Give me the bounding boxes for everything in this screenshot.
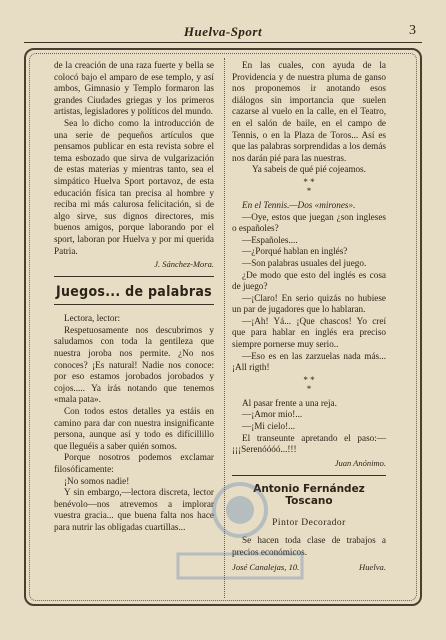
ad-role: Pintor Decorador [272, 517, 346, 528]
body-paragraph-5: Y sin embargo,—lectora discreta, lector benévolo—nos atrevemos a implorar vuestra gracia... que buena falta nos hace para nutrir las obligadas cuartillas... [54, 487, 214, 532]
scene2-intro: Al pasar frente a una reja. [242, 397, 337, 408]
dialogue-line: —Son palabras usuales del juego. [242, 257, 367, 268]
dialogue-intro: En el Tennis.—Dos «mirones». [242, 199, 356, 210]
scene2-line: —¡Amor mio!... [242, 409, 303, 420]
header-rule [24, 42, 422, 43]
section-rule-bottom [54, 304, 214, 305]
asterism: * * * [303, 176, 315, 196]
page-number: 3 [409, 23, 416, 38]
dialogue-line: —¡Ah! Yá... ¡Que chascos! Yo creí que para hablar en inglés era preciso siempre pornerse muy serio.. [232, 315, 386, 350]
intro-paragraph-1: de la creación de una raza fuerte y bella se colocó bajo el amparo de ese templo, y así ambos, Gimnasio y Templo formaron las grandes Ciudades griegas y los primeros artistas, legisladores y políticos del mundo. [54, 60, 214, 117]
dialogue-line: ¿De modo que esto del inglés es cosa de juego? [232, 269, 386, 292]
right-signature: Juan Anónimo. [334, 457, 386, 468]
scene2-line: —¡Mi cielo!... [242, 421, 296, 432]
body-paragraph-2: Con todos estos detalles ya estáis en camino para dar con nuestra insignificante persona, aunque así y todo es difícillillo que lleguéis a saber quién somos. [54, 406, 214, 451]
ad-address: José Canalejas, 10. [232, 562, 300, 573]
greeting: Lectora, lector: [64, 313, 121, 324]
left-column [54, 60, 214, 534]
body-paragraph-3: Porque nosotros podemos exclamar filosóficamente: [54, 452, 214, 474]
right-paragraph-1: En las cuales, con ayuda de la Providencia y de nuestra pluma de ganso nos proponemos ir anotando esos diálogos sin importancia que suelen cazarse al vuelo en la calle, en el Teatro, en el salón de baile, en el campo de Tennis, o en la Plaza de Toros... Así es que las palabras sorprendidas a los demás nos darán pié para las nuestras. [232, 60, 386, 163]
section-title: Juegos... de palabras [56, 283, 212, 300]
ad-text: Se hacen toda clase de trabajos a precios económicos. [232, 535, 386, 557]
section-rule [54, 276, 214, 277]
scene2-line: El transeunte apretando el paso:—¡¡¡Serenóóóó...!!! [232, 432, 386, 455]
dialogue-line: —Españoles.... [242, 234, 298, 245]
right-paragraph-2: Ya sabeis de qué pié cojeamos. [252, 164, 366, 175]
body-paragraph-1: Respetuosamente nos descubrimos y saludamos con toda la gentileza que nuestra joroba nos permite. ¿No nos conoces? ¡Es natural! Nadie nos conoce: por eso estamos jorobados jorobados y cojos..... Ya irás notando que tenemos «mala pata». [54, 324, 214, 405]
page-header [24, 22, 422, 44]
body-paragraph-4: ¡No somos nadie! [64, 475, 130, 486]
magazine-title: Huelva-Sport [183, 24, 263, 39]
dialogue-line: —¡Claro! En serio quizás no hubiese un par de jugadores que lo hablaran. [232, 292, 386, 315]
ad-city: Huelva. [359, 562, 386, 573]
dialogue-line: —Eso es en las zarzuelas nada más... ¡All rigth! [232, 350, 386, 373]
library-watermark [170, 468, 310, 588]
asterism-2: * * * [303, 374, 315, 394]
dialogue-line: —¿Porqué hablan en inglés? [242, 246, 348, 257]
author-signature: J. Sánchez-Mora. [154, 259, 214, 270]
dialogue-line: —Oye, estos que juegan ¿son ingleses o españoles? [232, 211, 386, 234]
intro-paragraph-2: Sea lo dicho como la introducción de una serie de pequeños artículos que pensamos publicar en esta revista sobre el tema esbozado que sirva de vulgarización de estas materias y mientras tanto, sea el simpático Huelva Sport portavoz, de esta educación física tan precisa al hombre y reciba mi más calurosa felicitación, si de algo sirve, sus dignos directores, mis buenos amigos, porque laborando por el sport, laboran por Huelva y por mi querida Patria. [54, 117, 214, 256]
ad-business-name: Antonio Fernández Toscano [253, 483, 365, 507]
